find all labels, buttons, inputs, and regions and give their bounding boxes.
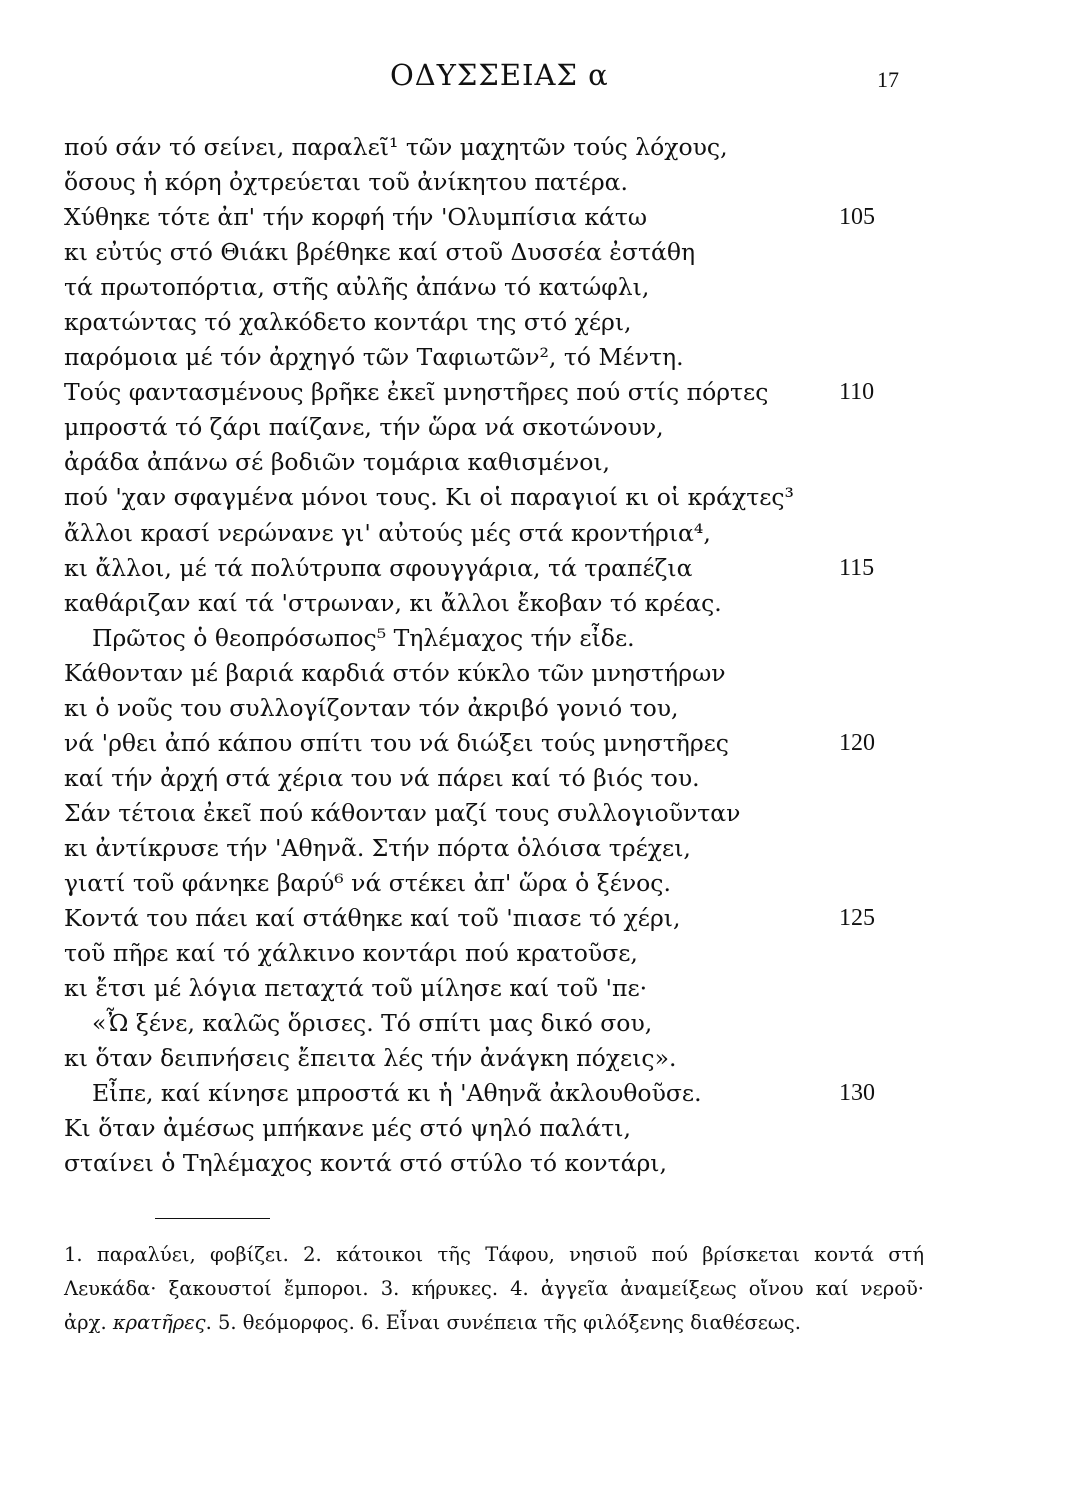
verse-line-text: καθάριζαν καί τά 'στρωναν, κι ἄλλοι ἔκοβαν τό κρέας. (64, 588, 722, 617)
footnote-italic-term: κρατῆρες (112, 1311, 206, 1334)
verse-line-text: σταίνει ὁ Τηλέμαχος κοντά στό στύλο τό κοντάρι, (64, 1149, 667, 1178)
verse-line (64, 375, 924, 410)
footnote-text: . 5. θεόμορφος. 6. Εἶναι συνέπεια τῆς φιλόξενης διαθέσεως. (205, 1311, 801, 1334)
verse-line (64, 200, 924, 235)
verse-line-text: ὅσους ἡ κόρη ὀχτρεύεται τοῦ ἀνίκητου πατέρα. (64, 168, 628, 197)
verse-line (64, 971, 924, 1006)
verse-line-text: Εἶπε, καί κίνησε μπροστά κι ἡ 'Αθηνᾶ ἀκλουθοῦσε. (92, 1079, 702, 1108)
verse-line (64, 130, 924, 165)
verse-line-text: μπροστά τό ζάρι παίζανε, τήν ὥρα νά σκοτώνουν, (64, 413, 664, 442)
verse-line (64, 165, 924, 200)
verse-line-text: κι ὁ νοῦς του συλλογίζονταν τόν ἀκριβό γονιό του, (64, 693, 679, 722)
footnote-text: ἀρχ. (64, 1311, 113, 1334)
verse-line-text: ἄλλοι κρασί νερώνανε γι' αὐτούς μές στά κροντήρια⁴, (64, 518, 711, 547)
verse-line (64, 656, 924, 691)
verse-line (64, 305, 924, 340)
verse-line-text: κι εὐτύς στό Θιάκι βρέθηκε καί στοῦ Δυσσέα ἐστάθη (64, 238, 696, 267)
verse-line-text: τοῦ πῆρε καί τό χάλκινο κοντάρι πού κρατοῦσε, (64, 939, 638, 968)
verse-line-text: κι ἄλλοι, μέ τά πολύτρυπα σφουγγάρια, τά τραπέζια (64, 553, 693, 582)
verse-line-text: νά 'ρθει ἀπό κάπου σπίτι του νά διώξει τούς μνηστῆρες (64, 728, 729, 757)
verse-line-text: Κι ὅταν ἀμέσως μπήκανε μές στό ψηλό παλάτι, (64, 1114, 631, 1143)
line-number: 105 (839, 204, 875, 231)
verse-line-text: Χύθηκε τότε ἀπ' τήν κορφή τήν 'Ολυμπίσια κάτω (64, 203, 648, 232)
verse-line-text: Πρῶτος ὁ θεοπρόσωπος⁵ Τηλέμαχος τήν εἶδε. (92, 623, 635, 652)
verse-line-text: ἀράδα ἀπάνω σέ βοδιῶν τομάρια καθισμένοι, (64, 448, 611, 477)
verse-line (64, 1041, 924, 1076)
verse-line (64, 796, 924, 831)
line-number: 110 (839, 379, 875, 406)
verse-line-text: κι ἔτσι μέ λόγια πεταχτά τοῦ μίλησε καί τοῦ 'πε· (64, 974, 648, 1003)
verse-line (64, 551, 924, 586)
verse-line-text: καί τήν ἀρχή στά χέρια του νά πάρει καί τό βιός του. (64, 763, 700, 792)
verse-line (64, 270, 924, 305)
verse-line (64, 586, 924, 621)
verse-line-text: κρατώντας τό χαλκόδετο κοντάρι της στό χέρι, (64, 308, 632, 337)
verse-line (64, 621, 924, 656)
page-number: 17 (877, 67, 899, 92)
verse-line-text: Σάν τέτοια ἐκεῖ πού κάθονταν μαζί τους συλλογιοῦνταν (64, 798, 741, 827)
verse-line-text: πού σάν τό σείνει, παραλεῖ¹ τῶν μαχητῶν τούς λόχους, (64, 133, 728, 161)
verse-line-text: Τούς φαντασμένους βρῆκε ἐκεῖ μνηστῆρες πού στίς πόρτες (64, 378, 769, 407)
footnote-separator (155, 1218, 270, 1219)
verse-block (64, 130, 924, 1181)
footnotes (64, 1238, 924, 1340)
verse-line (64, 445, 924, 480)
verse-line-text: Κάθονταν μέ βαριά καρδιά στόν κύκλο τῶν μνηστήρων (64, 658, 726, 687)
verse-line-text: κι ἀντίκρυσε τήν 'Αθηνᾶ. Στήν πόρτα ὁλόισα τρέχει, (64, 833, 691, 862)
footnote-line: 1. παραλύει, φοβίζει. 2. κάτοικοι τῆς Τάφου, νησιοῦ πού βρίσκεται κοντά στή (64, 1243, 924, 1266)
verse-line (64, 1111, 924, 1146)
verse-line (64, 726, 924, 761)
verse-line (64, 480, 924, 515)
verse-line (64, 866, 924, 901)
verse-line-text: κι ὅταν δειπνήσεις ἔπειτα λές τήν ἀνάγκη πόχεις». (64, 1044, 677, 1073)
verse-line (64, 1006, 924, 1041)
verse-line-text: παρόμοια μέ τόν ἀρχηγό τῶν Ταφιωτῶν², τό Μέντη. (64, 343, 684, 372)
line-number: 130 (839, 1080, 875, 1107)
verse-line (64, 410, 924, 445)
verse-line (64, 901, 924, 936)
verse-line (64, 340, 924, 375)
verse-line-text: «Ὦ ξένε, καλῶς ὅρισες. Τό σπίτι μας δικό σου, (92, 1009, 653, 1038)
line-number: 125 (839, 905, 875, 932)
page-title: ΟΔΥΣΣΕΙΑΣ α (390, 58, 609, 92)
running-head (0, 58, 1085, 98)
footnote-line (64, 1306, 924, 1340)
verse-line-text: γιατί τοῦ φάνηκε βαρύ⁶ νά στέκει ἀπ' ὥρα ὁ ξένος. (64, 868, 671, 897)
verse-line (64, 936, 924, 971)
verse-line (64, 761, 924, 796)
verse-line-text: τά πρωτοπόρτια, στῆς αὐλῆς ἀπάνω τό κατώφλι, (64, 273, 650, 302)
verse-line (64, 1146, 924, 1181)
verse-line (64, 831, 924, 866)
line-number: 115 (839, 554, 875, 581)
footnote-line: Λευκάδα· ξακουστοί ἔμποροι. 3. κήρυκες. 4. ἀγγεῖα ἀναμείξεως οἴνου καί νεροῦ· (64, 1277, 924, 1300)
verse-line-text: Κοντά του πάει καί στάθηκε καί τοῦ 'πιασε τό χέρι, (64, 904, 681, 933)
verse-line (64, 1076, 924, 1111)
verse-line-text: πού 'χαν σφαγμένα μόνοι τους. Κι οἱ παραγιοί κι οἱ κράχτες³ (64, 483, 794, 512)
verse-line (64, 691, 924, 726)
line-number: 120 (839, 729, 875, 756)
verse-line (64, 516, 924, 551)
verse-line (64, 235, 924, 270)
